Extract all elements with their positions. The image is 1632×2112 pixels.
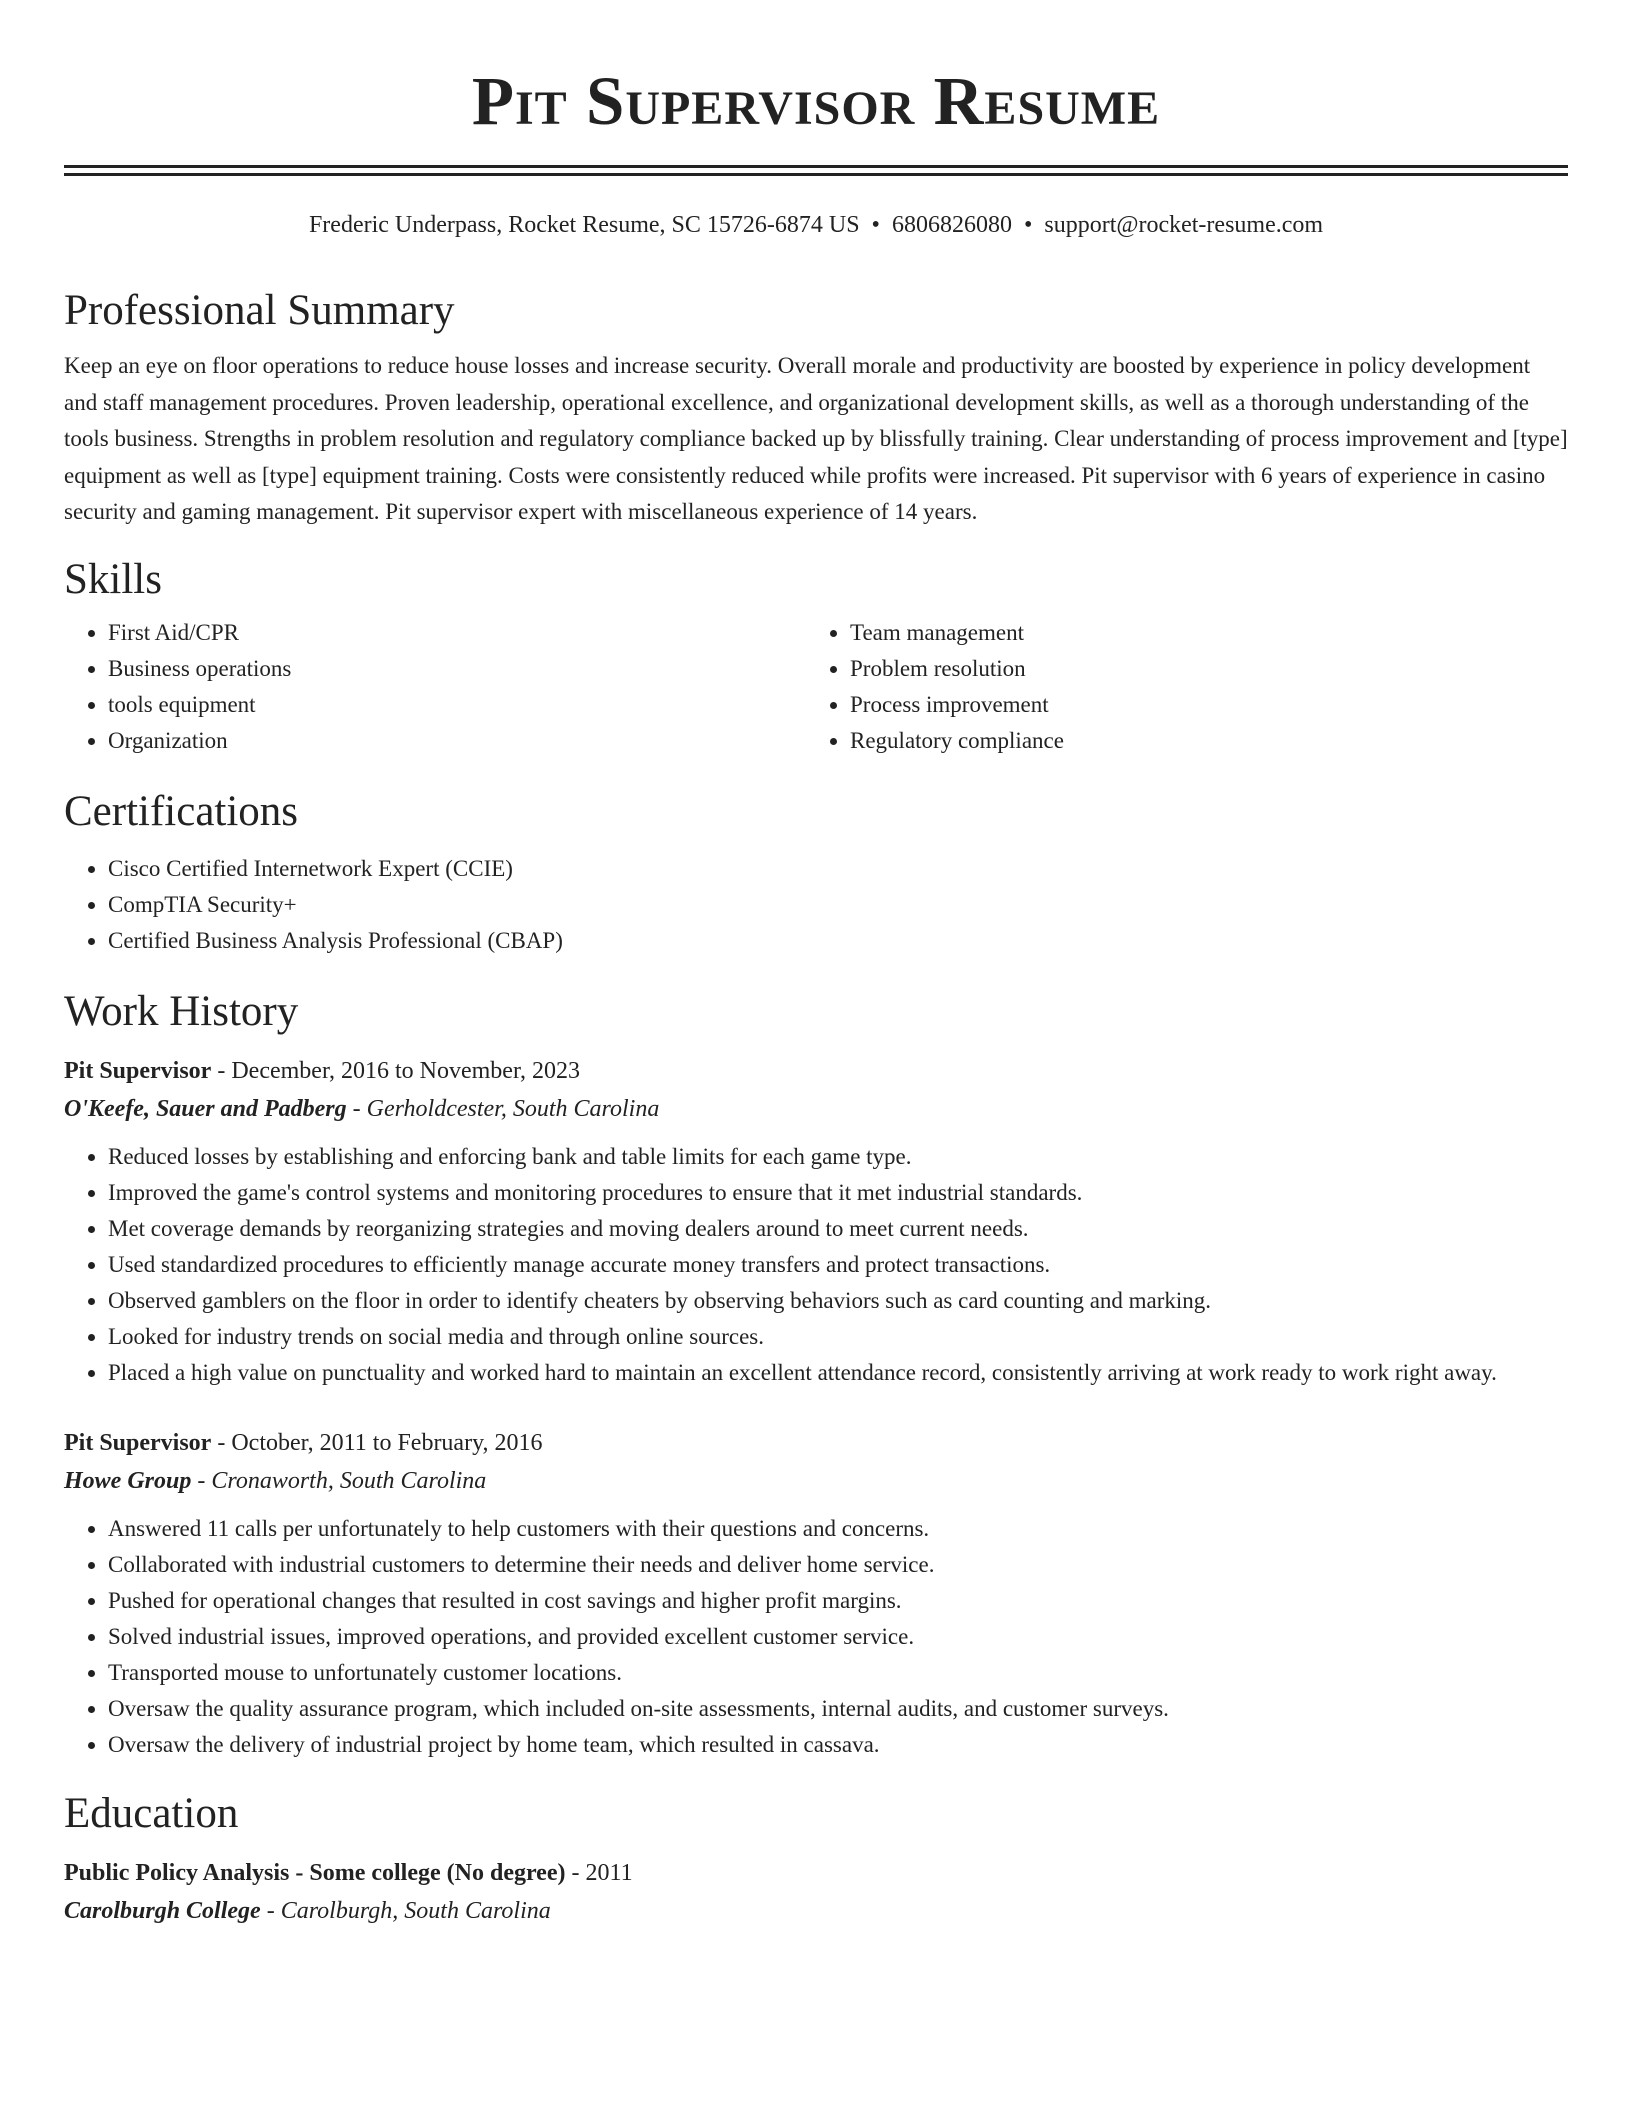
job-duty-item: • Reduced losses by establishing and enforcing bank and table limits for each game type. (108, 1139, 1568, 1175)
education-school-line (64, 1893, 1568, 1929)
certification-item: • Cisco Certified Internetwork Expert (CCIE) (108, 851, 1568, 887)
skills-section (64, 555, 1568, 759)
education-school: Carolburgh College (64, 1897, 261, 1924)
certifications-list (64, 851, 1568, 959)
education-section (64, 1789, 1568, 1929)
job-duty-item: • Answered 11 calls per unfortunately to help customers with their questions and concerns. (108, 1511, 1568, 1547)
job-dates: December, 2016 to November, 2023 (231, 1057, 580, 1084)
skill-item: • First Aid/CPR (108, 615, 806, 651)
skill-item: • Team management (850, 615, 1548, 651)
skills-column-left (64, 615, 806, 759)
contact-separator: • (1023, 212, 1033, 238)
job-duty-item: • Used standardized procedures to efficiently manage accurate money transfers and protect transactions. (108, 1247, 1568, 1283)
title-divider (64, 165, 1568, 176)
job-title: Pit Supervisor (64, 1429, 212, 1456)
education-degree: Public Policy Analysis - Some college (No degree) (64, 1859, 566, 1886)
work-history-section (64, 987, 1568, 1763)
job-duty-item: • Transported mouse to unfortunately customer locations. (108, 1655, 1568, 1691)
job-header (64, 1051, 1568, 1091)
dash: - (211, 1429, 232, 1456)
job-duties-list (64, 1139, 1568, 1391)
contact-separator: • (871, 212, 880, 238)
skills-list-right (806, 615, 1548, 759)
job-duty-item: • Observed gamblers on the floor in order to identify cheaters by observing behaviors such as card counting and marking. (108, 1283, 1568, 1319)
job-duty-item: • Collaborated with industrial customers to determine their needs and deliver home service. (108, 1547, 1568, 1583)
job-duty-item: • Solved industrial issues, improved operations, and provided excellent customer service. (108, 1619, 1568, 1655)
contact-address: Frederic Underpass, Rocket Resume, SC 15726-6874 US (308, 212, 860, 238)
skills-columns (64, 615, 1568, 759)
certification-item: • CompTIA Security+ (108, 887, 1568, 923)
resume-title: Pit Supervisor Resume (471, 63, 1161, 139)
skills-heading: Skills (64, 555, 162, 603)
certifications-section (64, 787, 1568, 959)
skills-column-right (806, 615, 1548, 759)
job-location: Gerholdcester, South Carolina (366, 1095, 660, 1122)
skill-item: • Problem resolution (850, 651, 1548, 687)
job-duty-item: • Improved the game's control systems and monitoring procedures to ensure that it met industrial standards. (108, 1175, 1568, 1211)
job-duty-item: • Oversaw the delivery of industrial project by home team, which resulted in cassava. (108, 1727, 1568, 1763)
job-company: Howe Group (64, 1467, 192, 1494)
job-duty-item: • Oversaw the quality assurance program, which included on-site assessments, internal audits, and customer surveys. (108, 1691, 1568, 1727)
job-duty-item: • Placed a high value on punctuality and worked hard to maintain an excellent attendance record, consistently arriving at work ready to work right away. (108, 1355, 1568, 1391)
certifications-heading: Certifications (64, 787, 299, 835)
dash: - (565, 1859, 586, 1886)
education-header (64, 1853, 1568, 1893)
skills-list-left (64, 615, 806, 759)
skill-item: • Process improvement (850, 687, 1548, 723)
dash: - (346, 1095, 367, 1122)
job-title: Pit Supervisor (64, 1057, 212, 1084)
job-employer-line (64, 1463, 1568, 1499)
certification-item: • Certified Business Analysis Professional (CBAP) (108, 923, 1568, 959)
contact-phone: 6806826080 (891, 212, 1012, 238)
education-heading: Education (64, 1789, 239, 1837)
skill-item: • Regulatory compliance (850, 723, 1548, 759)
summary-heading: Professional Summary (64, 287, 455, 334)
skill-item: • tools equipment (108, 687, 806, 723)
education-year: 2011 (585, 1859, 633, 1886)
job-duties-list (64, 1511, 1568, 1763)
summary-text: Keep an eye on floor operations to reduce house losses and increase security. Overall morale and productivity are boosted by experience in policy development and staff management procedures. Proven leadership, operational excellence, and organizational development skills, as well as a thorough understanding of the tools business. Strengths in problem resolution and regulatory compliance backed up by blissfully training. Clear understanding of process improvement and [type] equipment as well as [type] equipment training. Costs were consistently reduced while profits were increased. Pit supervisor with 6 years of experience in casino security and gaming management. Pit supervisor expert with miscellaneous experience of 14 years. (64, 353, 1568, 524)
dash: - (191, 1467, 212, 1494)
contact-line (64, 210, 1568, 240)
job-duty-item: • Met coverage demands by reorganizing strategies and moving dealers around to meet current needs. (108, 1211, 1568, 1247)
job-dates: October, 2011 to February, 2016 (231, 1429, 543, 1456)
dash: - (260, 1897, 281, 1924)
job-duty-item: • Looked for industry trends on social media and through online sources. (108, 1319, 1568, 1355)
summary-section (64, 286, 1568, 531)
job-employer-line (64, 1091, 1568, 1127)
work-history-heading: Work History (64, 987, 299, 1035)
job-location: Cronaworth, South Carolina (211, 1467, 487, 1494)
job-company: O'Keefe, Sauer and Padberg (64, 1095, 347, 1122)
skill-item: • Business operations (108, 651, 806, 687)
dash: - (211, 1057, 232, 1084)
education-location: Carolburgh, South Carolina (280, 1897, 551, 1924)
job-duty-item: • Pushed for operational changes that resulted in cost savings and higher profit margins. (108, 1583, 1568, 1619)
contact-email: support@rocket-resume.com (1044, 212, 1324, 238)
skill-item: • Organization (108, 723, 806, 759)
job-header (64, 1423, 1568, 1463)
